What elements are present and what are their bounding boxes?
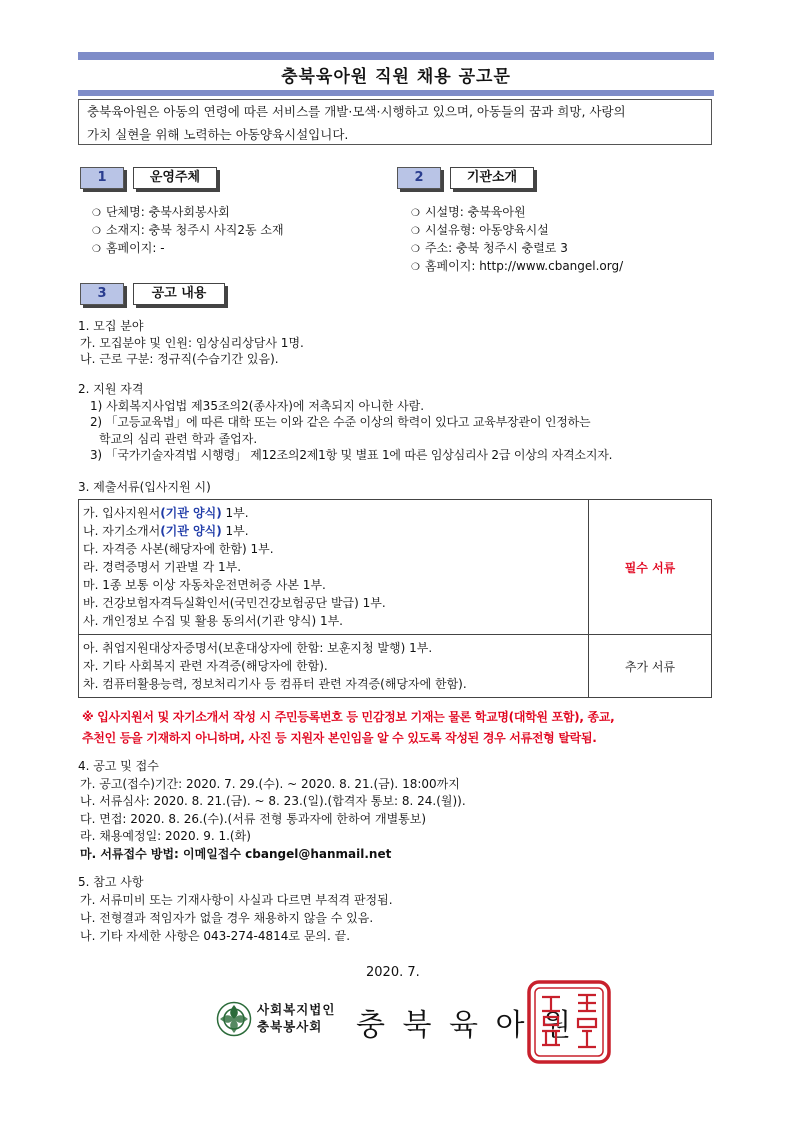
list-item: ❍ 주소: 충북 청주시 충렬로 3 (411, 240, 623, 258)
additional-docs-cell (79, 635, 589, 698)
schedule-line: 나. 서류심사: 2020. 8. 21.(금). ~ 8. 23.(일).(합격자 통보: 8. 24.(월)). (80, 794, 466, 808)
list-item: 마. 1종 보통 이상 자동차운전면허증 사본 1부. (83, 578, 326, 592)
title-bar-bottom (78, 90, 714, 96)
list-item: 차. 컴퓨터활용능력, 정보처리기사 등 컴퓨터 관련 자격증(해당자에 한함). (83, 677, 467, 691)
required-docs-label: 필수 서류 (589, 500, 712, 635)
schedule-line: 다. 면접: 2020. 8. 26.(수).(서류 전형 통과자에 한하여 개별통보) (80, 811, 427, 826)
list-item: 자. 기타 사회복지 관련 자격증(해당자에 한함). (83, 659, 328, 673)
notice-line-1: ※ 입사지원서 및 자기소개서 작성 시 주민등록번호 등 민감정보 기재는 물론 학교명(대학원 포함), 종교, (82, 710, 615, 724)
documents-table (78, 499, 712, 698)
schedule-line: 라. 채용예정일: 2020. 9. 1.(화) (80, 829, 251, 843)
recruit-heading: 1. 모집 분야 (78, 319, 144, 333)
title-bar-top (78, 52, 714, 60)
list-item: 바. 건강보험자격득실확인서(국민건강보험공단 발급) 1부. (83, 596, 386, 610)
notice-line-2: 추천인 등을 기재하지 아니하며, 사진 등 지원자 본인임을 알 수 있도록 작성된 경우 서류전형 탈락됨. (82, 731, 597, 745)
recruit-section (78, 318, 304, 368)
required-docs-cell (79, 500, 589, 635)
list-item: ❍ 시설명: 충북육아원 (411, 204, 623, 222)
organization-type: 사회복지법인 (257, 1002, 336, 1017)
schedule-email-line: 마. 서류접수 방법: 이메일접수 cbangel@hanmail.net (80, 846, 392, 861)
section-2-number: 2 (397, 167, 441, 189)
section-3-number: 3 (80, 283, 124, 305)
section-2-list (411, 204, 623, 276)
additional-docs-label: 추가 서류 (589, 635, 712, 698)
section-1-list (92, 204, 284, 258)
institution-name: 충 북 육 아 원 (356, 1008, 576, 1043)
recruit-line: 가. 모집분야 및 인원: 임상심리상담사 1명. (80, 335, 304, 350)
list-item: 나. 자기소개서(기관 양식) 1부. (83, 524, 249, 538)
list-item: 사. 개인정보 수집 및 활용 동의서(기관 양식) 1부. (83, 614, 343, 628)
schedule-line: 가. 공고(접수)기간: 2020. 7. 29.(수). ~ 2020. 8. 21.(금). 18:00까지 (80, 776, 460, 791)
page-title: 충북육아원 직원 채용 공고문 (281, 67, 511, 87)
section-2-label: 기관소개 (450, 167, 534, 189)
organization-name: 충북봉사회 (257, 1019, 323, 1034)
signature-organization (257, 1001, 335, 1035)
official-seal-icon (526, 979, 612, 1065)
reference-line: 가. 서류미비 또는 기재사항이 사실과 다르면 부적격 판정됨. (80, 893, 393, 907)
organization-emblem-icon (216, 1001, 252, 1037)
schedule-heading: 4. 공고 및 접수 (78, 759, 159, 773)
list-item: ❍ 단체명: 충북사회봉사회 (92, 204, 284, 222)
document-date: 2020. 7. (366, 965, 420, 980)
list-item: 아. 취업지원대상자증명서(보훈대상자에 한함: 보훈지청 발행) 1부. (83, 641, 433, 655)
qualification-section (78, 381, 612, 464)
documents-heading: 3. 제출서류(입사지원 시) (78, 480, 211, 494)
reference-line: 나. 전형결과 적임자가 없을 경우 채용하지 않을 수 있음. (80, 911, 374, 925)
schedule-section (78, 758, 466, 863)
reference-heading: 5. 참고 사항 (78, 875, 144, 889)
list-item: 라. 경력증명서 기관별 각 1부. (83, 560, 242, 574)
qualification-line: 1) 사회복지사업법 제35조의2(종사자)에 저촉되지 아니한 사람. (90, 398, 425, 413)
reference-section (78, 873, 393, 945)
list-item: ❍ 시설유형: 아동양육시설 (411, 222, 623, 240)
intro-box (78, 99, 712, 145)
reference-line: 나. 기타 자세한 사항은 043-274-4814로 문의. 끝. (80, 929, 351, 943)
qualification-line: 2) 「고등교육법」에 따른 대학 또는 이와 같은 수준 이상의 학력이 있다고 교육부장관이 인정하는 (90, 415, 591, 429)
recruit-line: 나. 근로 구분: 정규직(수습기간 있음). (80, 352, 279, 366)
intro-line-2: 가치 실현을 위해 노력하는 아동양육시설입니다. (87, 127, 349, 142)
list-item: 다. 자격증 사본(해당자에 한함) 1부. (83, 542, 274, 556)
qualification-heading: 2. 지원 자격 (78, 382, 144, 396)
list-item: ❍ 홈페이지: - (92, 240, 284, 258)
qualification-line: 학교의 심리 관련 학과 졸업자. (99, 431, 258, 446)
notice-box (82, 707, 722, 749)
list-item: ❍ 소재지: 충북 청주시 사직2동 소재 (92, 222, 284, 240)
section-3-label: 공고 내용 (133, 283, 225, 305)
qualification-line: 3) 「국가기술자격법 시행령」 제12조의2제1항 및 별표 1에 따른 임상심리사 2급 이상의 자격소지자. (90, 448, 613, 462)
intro-line-1: 충북육아원은 아동의 연령에 따른 서비스를 개발·모색·시행하고 있으며, 아동들의 꿈과 희망, 사랑의 (87, 104, 626, 119)
section-1-number: 1 (80, 167, 124, 189)
list-item: ❍ 홈페이지: http://www.cbangel.org/ (411, 258, 623, 276)
section-1-label: 운영주체 (133, 167, 217, 189)
list-item: 가. 입사지원서(기관 양식) 1부. (83, 506, 249, 520)
